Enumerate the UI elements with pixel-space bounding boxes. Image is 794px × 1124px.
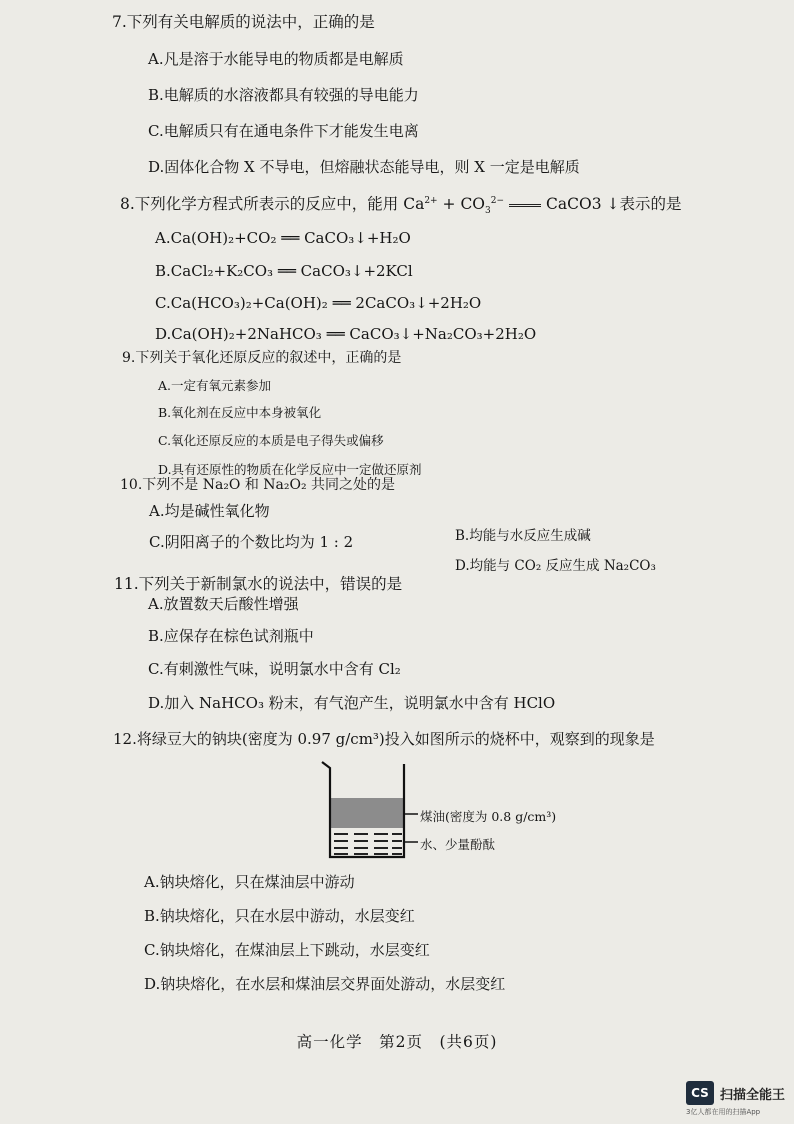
scanner-tagline: 3亿人都在用的扫描App: [686, 1108, 761, 1116]
q7-option-c: C.电解质只有在通电条件下才能发生电离: [148, 122, 419, 140]
q8-option-b: B.CaCl₂+K₂CO₃ ══ CaCO₃↓+2KCl: [155, 262, 413, 280]
kerosene-label: 煤油(密度为 0.8 g/cm³): [420, 809, 557, 824]
q11-option-d: D.加入 NaHCO₃ 粉末，有气泡产生，说明氯水中含有 HClO: [148, 694, 556, 712]
q8-option-c: C.Ca(HCO₃)₂+Ca(OH)₂ ══ 2CaCO₃↓+2H₂O: [155, 294, 482, 312]
equals-arrow: [509, 204, 541, 207]
q11-option-c: C.有刺激性气味，说明氯水中含有 Cl₂: [148, 660, 401, 678]
cs-logo-icon: CS: [686, 1081, 714, 1105]
q8-stem-sup1: 2+: [424, 195, 438, 206]
q9-option-d: D.具有还原性的物质在化学反应中一定做还原剂: [158, 462, 422, 477]
scanner-app-name: 扫描全能王: [720, 1087, 786, 1103]
q7-stem: 7.下列有关电解质的说法中，正确的是: [112, 13, 375, 31]
q7-option-a: A.凡是溶于水能导电的物质都是电解质: [148, 50, 404, 68]
q11-stem: 11.下列关于新制氯水的说法中，错误的是: [114, 575, 403, 593]
q7-option-d: D.固体化合物 X 不导电，但熔融状态能导电，则 X 一定是电解质: [148, 158, 580, 176]
q12-option-a: A.钠块熔化，只在煤油层中游动: [144, 873, 355, 891]
q10-option-c: C.阴阳离子的个数比均为 1 : 2: [149, 533, 354, 551]
page-footer: 高一化学 第2页 (共6页): [296, 1033, 498, 1051]
q12-option-b: B.钠块熔化，只在水层中游动，水层变红: [144, 907, 415, 925]
water-layer: [334, 834, 402, 854]
q8-stem-sub: 3: [485, 206, 491, 217]
q8-stem-pre: 8.下列化学方程式所表示的反应中，能用 Ca: [120, 195, 425, 213]
q12-stem: 12.将绿豆大的钠块(密度为 0.97 g/cm³)投入如图所示的烧杯中，观察到的现象是: [113, 730, 655, 748]
scanner-logo: [686, 1081, 785, 1105]
q10-option-a: A.均是碱性氧化物: [149, 502, 270, 520]
q8-stem: [120, 195, 682, 217]
kerosene-layer: [330, 798, 404, 828]
q10-stem: 10.下列不是 Na₂O 和 Na₂O₂ 共同之处的是: [120, 477, 396, 493]
q11-option-a: A.放置数天后酸性增强: [148, 595, 299, 613]
q9-option-a: A.一定有氧元素参加: [158, 378, 272, 393]
q8-stem-mid: + CO: [437, 195, 486, 213]
q8-option-d: D.Ca(OH)₂+2NaHCO₃ ══ CaCO₃↓+Na₂CO₃+2H₂O: [155, 325, 537, 343]
q12-option-c: C.钠块熔化，在煤油层上下跳动，水层变红: [144, 941, 430, 959]
water-label: 水、少量酚酞: [420, 837, 496, 852]
q11-option-b: B.应保存在棕色试剂瓶中: [148, 627, 314, 645]
q8-stem-eq: CaCO: [546, 195, 592, 213]
q8-stem-post: 3 ↓表示的是: [591, 195, 682, 213]
q8-stem-sup2: 2−: [490, 195, 505, 206]
q9-option-c: C.氧化还原反应的本质是电子得失或偏移: [158, 433, 384, 448]
q12-option-d: D.钠块熔化，在水层和煤油层交界面处游动，水层变红: [144, 975, 506, 993]
q10-option-b: B.均能与水反应生成碱: [455, 528, 591, 544]
beaker-diagram: [318, 758, 418, 860]
q7-option-b: B.电解质的水溶液都具有较强的导电能力: [148, 86, 419, 104]
q9-stem: 9.下列关于氧化还原反应的叙述中，正确的是: [122, 350, 402, 366]
q10-option-d: D.均能与 CO₂ 反应生成 Na₂CO₃: [455, 558, 656, 574]
q8-option-a: A.Ca(OH)₂+CO₂ ══ CaCO₃↓+H₂O: [155, 229, 411, 247]
q9-option-b: B.氧化剂在反应中本身被氧化: [158, 405, 322, 420]
